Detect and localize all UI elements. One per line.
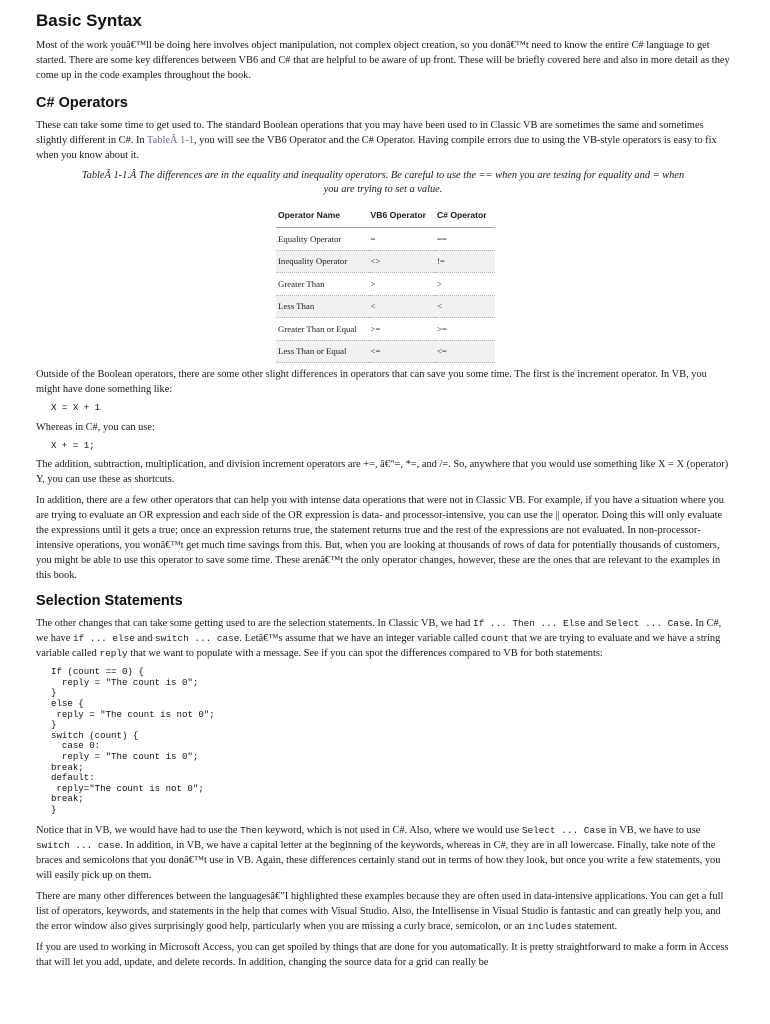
cell-vb6-operator: >=: [369, 318, 435, 341]
cell-operator-name: Greater Than or Equal: [276, 318, 369, 341]
boolean-paragraph: Outside of the Boolean operators, there are some other slight differences in operators that can save you some time. The first is the increment operator. In VB, you might have done something like:: [36, 369, 707, 395]
intro-paragraph: Most of the work youâ€™ll be doing here involves object manipulation, not complex object creation, so you donâ€™t need to know the entire C# language to get started. There are some key differences between VB6 and C# that are helpful to be aware of up front. These will be briefly covered here and also in more detail as they come up in the code examples throughout the book.: [36, 40, 730, 81]
operators-paragraph: [36, 118, 730, 163]
code-selection-statements: If (count == 0) { reply = "The count is 0"; } else { reply = "The count is not 0"; } switch (count) { case 0: reply = "The count is 0"; break; default: reply="The count is not 0"; break; }: [51, 666, 215, 815]
operators-text-2: , you will see the VB6 Operator and the C# Operator. Having compile errors due to using the VB-style operators is easy to fix when you know about it.: [36, 135, 717, 161]
inline-code: includes: [527, 920, 573, 932]
differences-paragraph: [36, 889, 730, 934]
inline-code: count: [480, 633, 509, 645]
cell-csharp-operator: !=: [435, 250, 495, 273]
table-reference-link[interactable]: TableÂ 1-1: [147, 135, 194, 146]
cell-operator-name: Greater Than: [276, 273, 369, 296]
header-operator-name: Operator Name: [276, 203, 369, 228]
operators-text-1: These can take some time to get used to. The standard Boolean operations that you may have been used to in Classic VB are sometimes the same and sometimes slightly different in C#. In: [36, 120, 704, 146]
cell-vb6-operator: <: [369, 295, 435, 318]
access-paragraph: If you are used to working in Microsoft Access, you can get spoiled by things that are done for you automatically. It is pretty straightforward to make a form in Access that will let you add, update, and delete records. In addition, changing the source data for a grid can really be: [36, 941, 729, 968]
heading-csharp-operators: C# Operators: [36, 95, 128, 111]
cell-vb6-operator: =: [369, 228, 435, 251]
table-caption: TableÂ 1-1.Â The differences are in the equality and inequality operators. Be careful to use the == when you are testing for equality and = when you are trying to set a value.: [81, 170, 685, 195]
inline-code: switch ... case: [36, 839, 121, 851]
table-row: [276, 273, 495, 296]
inline-code: if ... else: [72, 633, 135, 645]
differences-text: statement.: [572, 920, 618, 932]
cell-operator-name: Inequality Operator: [276, 250, 369, 273]
table-row: [276, 295, 495, 318]
selection-paragraph: [36, 616, 730, 661]
code-csharp-increment: X + = 1;: [51, 439, 95, 451]
operator-table: [276, 203, 495, 363]
selection-text: . Letâ€™s assume that we have an integer variable called: [239, 633, 481, 645]
inline-code: Then: [240, 824, 263, 836]
notice-text: keyword, which is not used in C#. Also, where we would use: [262, 824, 522, 836]
cell-operator-name: Less Than or Equal: [276, 340, 369, 363]
notice-text: in VB, we have to use: [606, 824, 701, 836]
code-vb-increment: X = X + 1: [51, 402, 101, 413]
table-row: [276, 340, 495, 363]
table-row: [276, 228, 495, 251]
table-header-row: [276, 203, 495, 228]
whereas-paragraph: Whereas in C#, you can use:: [36, 421, 155, 433]
notice-paragraph: [36, 823, 730, 883]
cell-vb6-operator: <>: [369, 250, 435, 273]
cell-operator-name: Equality Operator: [276, 228, 369, 251]
selection-text: and: [134, 633, 156, 645]
header-vb6-operator: VB6 Operator: [369, 203, 435, 228]
inline-code: reply: [99, 648, 128, 660]
table-row: [276, 318, 495, 341]
inline-code: If ... Then ... Else: [472, 618, 586, 630]
selection-text: that we are trying to evaluate and we have a string variable called: [36, 633, 721, 660]
cell-operator-name: Less Than: [276, 295, 369, 318]
document-page: [36, 10, 730, 976]
inline-code: Select ... Case: [521, 824, 607, 836]
cell-csharp-operator: <: [435, 295, 495, 318]
cell-csharp-operator: <=: [435, 340, 495, 363]
cell-vb6-operator: >: [369, 273, 435, 296]
table-row: [276, 250, 495, 273]
cell-vb6-operator: <=: [369, 340, 435, 363]
selection-text: The other changes that can take some getting used to are the selection statements. In Classic VB, we had: [36, 618, 473, 630]
shortcut-paragraph: The addition, subtraction, multiplication, and division increment operators are +=, â€“=, *=, and /=. So, anywhere that you would use something like X = X (operator) Y, you can use these as shortcuts.: [36, 459, 729, 486]
selection-text: . In C#, we have: [36, 618, 722, 645]
inline-code: switch ... case: [155, 633, 240, 645]
heading-basic-syntax: Basic Syntax: [36, 11, 142, 30]
selection-text: and: [585, 618, 606, 630]
cell-csharp-operator: ==: [435, 228, 495, 251]
notice-text: Notice that in VB, we would have had to use the: [36, 824, 241, 836]
differences-text: There are many other differences between the languagesâ€”I highlighted these examples because they are often used in data-intensive applications. You can get a full list of operators, keywords, and statements in the help that comes with Visual Studio. Also, the Intellisense in Visual Studio is fantastic and can greatly help you, and the error window also gives surprisingly good help, particularly when you are missing a curly brace, semicolon, or an: [36, 890, 724, 932]
header-csharp-operator: C# Operator: [435, 203, 495, 228]
addition-paragraph: In addition, there are a few other operators that can help you with intense data operations that were not in Classic VB. For example, if you have a situation where you are trying to evaluate an OR expression and each side of the OR expression is data- and processor-intensive, you can use the || operator. Doing this will only evaluate the expressions until it gets a true; once an expression returns true, the statement returns true and the rest of the expressions are not evaluated. In non-processor-intensive operations, you wonâ€™t get much time savings from this. But, when you are looking at thousands of rows of data for potentially thousands of customers, you might be able to use this operator to save some time. These arenâ€™t the only operator changes, however, these are the ones that are relevant to the examples in this book.: [36, 495, 724, 582]
inline-code: Select ... Case: [605, 618, 691, 630]
heading-selection-statements: Selection Statements: [36, 593, 183, 610]
selection-text: that we want to populate with a message. See if you can spot the differences compared to VB for both statements:: [127, 648, 603, 660]
cell-csharp-operator: >: [435, 273, 495, 296]
cell-csharp-operator: >=: [435, 318, 495, 341]
notice-text: . In addition, in VB, we have a capital letter at the beginning of the keywords, whereas in C#, they are in all lowercase. Finally, take note of the braces and semicolons that you donâ€™t use in VB. Again, these differences certainly stand out in terms of how they look, but once you write a few statements, you will easily pick up on them.: [36, 839, 721, 881]
